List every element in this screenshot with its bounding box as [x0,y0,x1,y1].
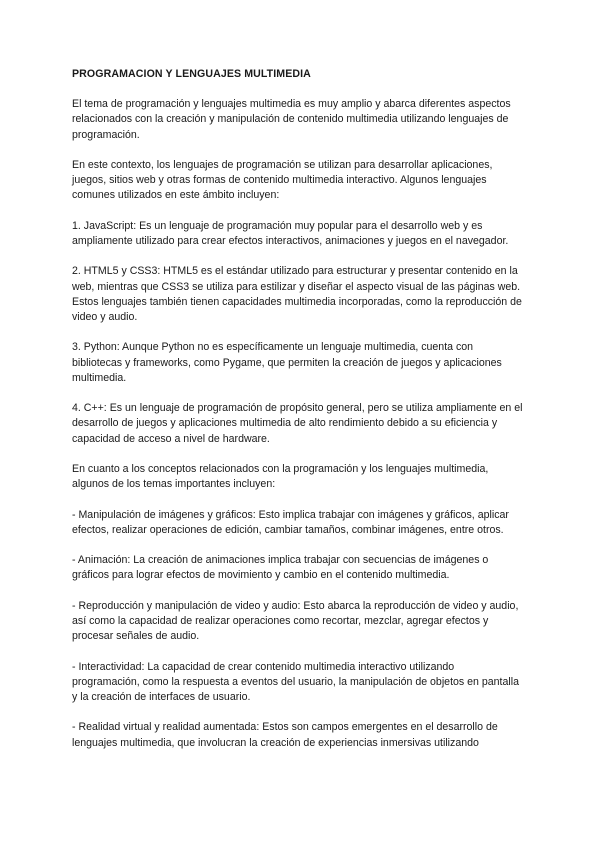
paragraph-animation: - Animación: La creación de animaciones implica trabajar con secuencias de imágenes o gráficos para lograr efectos de movimiento y cambio en el contenido multimedia. [72,554,489,582]
paragraph-interactivity: - Interactividad: La capacidad de crear contenido multimedia interactivo utilizando programación, como la respuesta a eventos del usuario, la manipulación de objetos en pantalla y la creación de interfaces de usuario. [72,660,519,703]
paragraph-python: 3. Python: Aunque Python no es específicamente un lenguaje multimedia, cuenta con bibliotecas y frameworks, como Pygame, que permiten la creación de juegos y aplicaciones multimedia. [72,341,502,384]
paragraph-javascript: 1. JavaScript: Es un lenguaje de programación muy popular para el desarrollo web y es ampliamente utilizado para crear efectos interactivos, animaciones y juegos en el navegador. [72,219,509,247]
paragraph-html5-css3: 2. HTML5 y CSS3: HTML5 es el estándar utilizado para estructurar y presentar contenido en la web, mientras que CSS3 se utiliza para estilizar y diseñar el aspecto visual de las páginas web. Estos lenguajes también tienen capacidades multimedia incorporadas, como la reproducción de video y audio. [72,265,522,323]
paragraph-image-manipulation: - Manipulación de imágenes y gráficos: Esto implica trabajar con imágenes y gráficos, aplicar efectos, realizar operaciones de edición, cambiar tamaños, combinar imágenes, entre otros. [72,508,509,536]
document-title: PROGRAMACION Y LENGUAJES MULTIMEDIA [72,68,311,80]
paragraph-video-audio: - Reproducción y manipulación de video y audio: Esto abarca la reproducción de video y audio, así como la capacidad de realizar operaciones como recortar, mezclar, agregar efectos y procesar señales de audio. [72,599,519,643]
paragraph-intro: El tema de programación y lenguajes multimedia es muy amplio y abarca diferentes aspectos relacionados con la creación y manipulación de contenido multimedia utilizando lenguajes de programación. [72,98,511,141]
document-page [72,67,524,766]
paragraph-concepts-intro: En cuanto a los conceptos relacionados con la programación y los lenguajes multimedia, algunos de los temas importantes incluyen: [72,462,489,491]
paragraph-vr-ar: - Realidad virtual y realidad aumentada: Estos son campos emergentes en el desarrollo de lenguajes multimedia, que involucran la creación de experiencias inmersivas utilizando [72,721,498,749]
paragraph-cpp: 4. C++: Es un lenguaje de programación de propósito general, pero se utiliza ampliamente en el desarrollo de juegos y aplicaciones multimedia de alto rendimiento debido a su eficiencia y capacidad de acceso a nivel de hardware. [72,402,523,445]
paragraph-context: En este contexto, los lenguajes de programación se utilizan para desarrollar aplicaciones, juegos, sitios web y otras formas de contenido multimedia interactivo. Algunos lenguajes comunes utilizados en este ámbito incluyen: [72,159,493,202]
